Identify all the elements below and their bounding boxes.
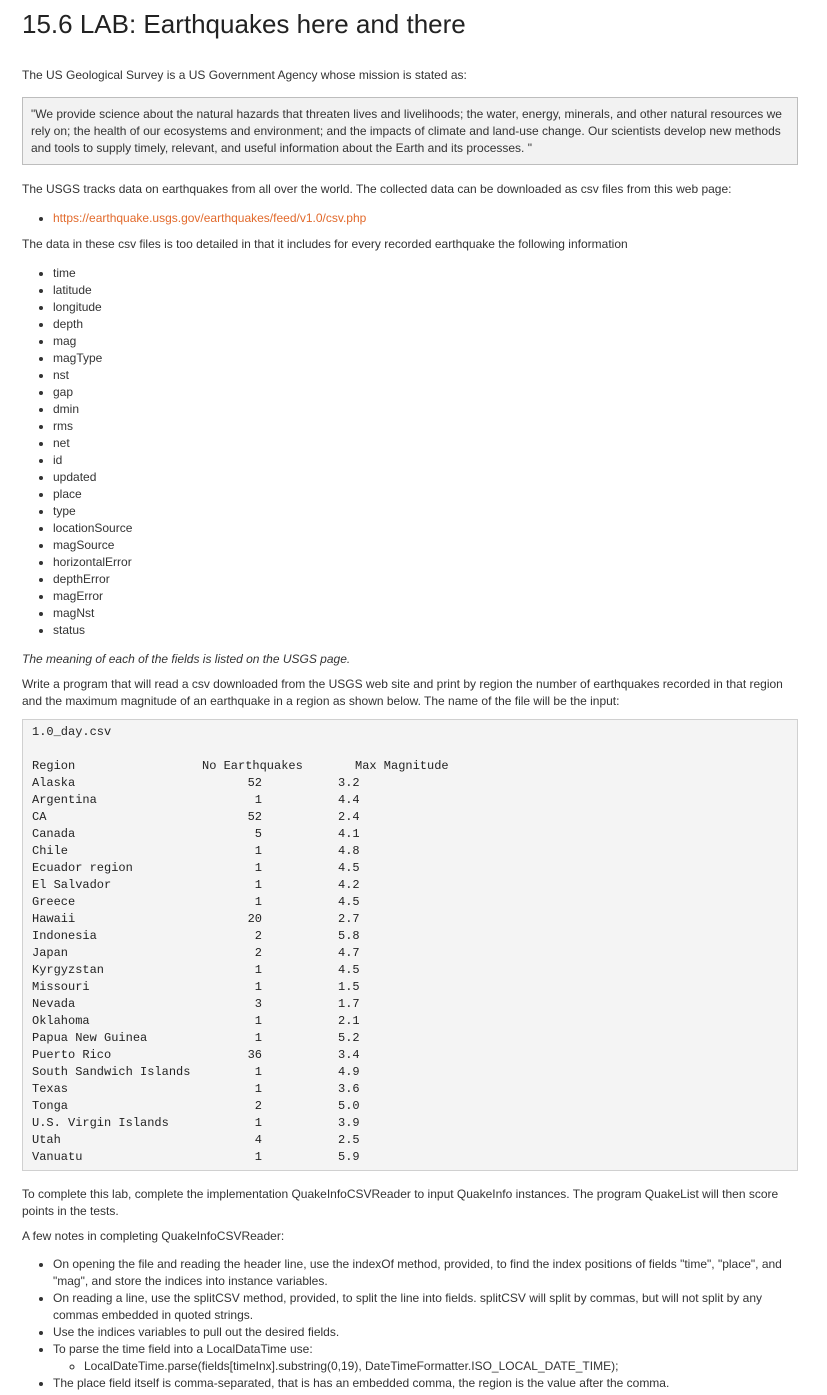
write-text: Write a program that will read a csv downloaded from the USGS web site and print by region the number of earthquakes recorded in that region and the maximum magnitude of an earthquake in a region as shown below. The name of the file will be the input: [22, 677, 783, 708]
count-cell: 1 [254, 963, 262, 977]
output-row [32, 1047, 789, 1064]
count-cell: 1 [254, 1014, 262, 1028]
output-row [32, 1013, 789, 1030]
fields-list [22, 265, 798, 639]
output-row [32, 1064, 789, 1081]
spacer [262, 1013, 338, 1030]
spacer [262, 945, 338, 962]
output-row [32, 979, 789, 996]
spacer [262, 792, 338, 809]
spacer [262, 826, 338, 843]
page-title: 15.6 LAB: Earthquakes here and there [22, 9, 466, 39]
detail-text: The data in these csv files is too detailed in that it includes for every recorded earthquake the following information [22, 237, 628, 251]
output-row [32, 792, 789, 809]
count-cell: 3 [254, 997, 262, 1011]
mag-cell: 3.6 [338, 1082, 360, 1096]
region-cell: Utah [32, 1133, 61, 1147]
output-row [32, 826, 789, 843]
count-cell: 1 [254, 1031, 262, 1045]
spacer [262, 1149, 338, 1166]
spacer [262, 1030, 338, 1047]
mag-cell: 2.5 [338, 1133, 360, 1147]
field-item: • longitude [53, 299, 798, 316]
spacer [262, 809, 338, 826]
notes-list [22, 1256, 798, 1392]
region-cell: Japan [32, 946, 69, 960]
blank-line [32, 741, 789, 758]
count-cell: 2 [254, 1099, 262, 1113]
field-item: • time [53, 265, 798, 282]
notes-intro: A few notes in completing QuakeInfoCSVReader: [22, 1229, 285, 1243]
field-item: • magError [53, 588, 798, 605]
mag-cell: 4.8 [338, 844, 360, 858]
region-cell: CA [32, 810, 47, 824]
region-cell: Puerto Rico [32, 1048, 112, 1062]
output-row [32, 843, 789, 860]
field-item: • magType [53, 350, 798, 367]
output-row [32, 1115, 789, 1132]
output-row [32, 996, 789, 1013]
count-cell: 1 [254, 1150, 262, 1164]
count-cell: 2 [254, 946, 262, 960]
count-cell: 1 [254, 793, 262, 807]
region-cell: El Salvador [32, 878, 112, 892]
output-row [32, 894, 789, 911]
count-cell: 1 [254, 1116, 262, 1130]
meaning-text: The meaning of each of the fields is listed on the USGS page. [22, 652, 351, 666]
spacer [262, 860, 338, 877]
spacer [262, 1047, 338, 1064]
sub-note-list [53, 1358, 798, 1375]
count-cell: 1 [254, 980, 262, 994]
count-cell: 20 [247, 912, 262, 926]
note-item: • Use the indices variables to pull out the desired fields. [53, 1324, 798, 1341]
mag-cell: 3.9 [338, 1116, 360, 1130]
spacer [262, 775, 338, 792]
header-mag: Max Magnitude [355, 759, 449, 773]
spacer [262, 1098, 338, 1115]
mag-cell: 2.4 [338, 810, 360, 824]
region-cell: Nevada [32, 997, 76, 1011]
mag-cell: 4.5 [338, 861, 360, 875]
spacer [262, 962, 338, 979]
output-rows [32, 775, 789, 1166]
note-item: • On reading a line, use the splitCSV method, provided, to split the line into fields. splitCSV will split by commas, but will not split by any commas embedded in quoted strings. [53, 1290, 798, 1324]
output-row [32, 945, 789, 962]
region-cell: U.S. Virgin Islands [32, 1116, 169, 1130]
note-text: To parse the time field into a LocalDataTime use: [53, 1342, 313, 1356]
header-region: Region [32, 759, 76, 773]
spacer [262, 1064, 338, 1081]
count-cell: 1 [254, 1082, 262, 1096]
field-item: • status [53, 622, 798, 639]
spacer [262, 911, 338, 928]
field-item: • place [53, 486, 798, 503]
mag-cell: 3.2 [338, 776, 360, 790]
region-cell: Indonesia [32, 929, 97, 943]
field-item: • dmin [53, 401, 798, 418]
count-cell: 1 [254, 861, 262, 875]
usgs-csv-link[interactable]: https://earthquake.usgs.gov/earthquakes/feed/v1.0/csv.php [53, 211, 367, 225]
complete-text: To complete this lab, complete the implementation QuakeInfoCSVReader to input QuakeInfo instances. The program QuakeList will then score points in the tests. [22, 1187, 779, 1218]
note-item: • On opening the file and reading the header line, use the indexOf method, provided, to find the index positions of fields "time", "place", and "mag", and store the indices into instance variables. [53, 1256, 798, 1290]
region-cell: Texas [32, 1082, 69, 1096]
spacer [262, 928, 338, 945]
mag-cell: 5.0 [338, 1099, 360, 1113]
field-item: • magSource [53, 537, 798, 554]
region-cell: Greece [32, 895, 76, 909]
spacer [262, 996, 338, 1013]
count-cell: 52 [247, 776, 262, 790]
region-cell: Argentina [32, 793, 97, 807]
mag-cell: 5.9 [338, 1150, 360, 1164]
field-item: • net [53, 435, 798, 452]
sub-note-item: ◦ LocalDateTime.parse(fields[timeInx].substring(0,19), DateTimeFormatter.ISO_LOCAL_DATE_TIME); [84, 1358, 798, 1375]
spacer [262, 979, 338, 996]
spacer [262, 843, 338, 860]
region-cell: Alaska [32, 776, 76, 790]
count-cell: 52 [247, 810, 262, 824]
count-cell: 1 [254, 1065, 262, 1079]
example-output [22, 719, 798, 1171]
field-item: • gap [53, 384, 798, 401]
mission-quote: "We provide science about the natural hazards that threaten lives and livelihoods; the water, energy, minerals, and other natural resources we rely on; the health of our ecosystems and environment; and the impacts of climate and land-use change. Our scientists develop new methods and tools to supply timely, relevant, and useful information about the Earth and its processes. " [22, 97, 798, 165]
count-cell: 4 [254, 1133, 262, 1147]
note-item: • The place field itself is comma-separated, that is has an embedded comma, the region is the value after the comma. [53, 1375, 798, 1392]
region-cell: Tonga [32, 1099, 69, 1113]
field-item: • rms [53, 418, 798, 435]
field-item: • updated [53, 469, 798, 486]
region-cell: Kyrgyzstan [32, 963, 105, 977]
mag-cell: 4.5 [338, 895, 360, 909]
region-cell: Chile [32, 844, 69, 858]
field-item: • mag [53, 333, 798, 350]
note-item [53, 1341, 798, 1375]
field-item: • horizontalError [53, 554, 798, 571]
input-filename: 1.0_day.csv [32, 725, 112, 739]
output-row [32, 928, 789, 945]
output-row [32, 962, 789, 979]
region-cell: Papua New Guinea [32, 1031, 148, 1045]
mag-cell: 4.1 [338, 827, 360, 841]
field-item: • type [53, 503, 798, 520]
mag-cell: 5.2 [338, 1031, 360, 1045]
header-count: No Earthquakes [202, 759, 303, 773]
mag-cell: 2.7 [338, 912, 360, 926]
mag-cell: 1.5 [338, 980, 360, 994]
count-cell: 1 [254, 844, 262, 858]
field-item: • locationSource [53, 520, 798, 537]
output-row [32, 1030, 789, 1047]
link-list [22, 210, 798, 227]
mag-cell: 4.2 [338, 878, 360, 892]
output-row [32, 1081, 789, 1098]
region-cell: South Sandwich Islands [32, 1065, 191, 1079]
output-row [32, 860, 789, 877]
region-cell: Ecuador region [32, 861, 133, 875]
mag-cell: 2.1 [338, 1014, 360, 1028]
field-item: • depthError [53, 571, 798, 588]
intro-text: The US Geological Survey is a US Government Agency whose mission is stated as: [22, 68, 467, 82]
region-cell: Missouri [32, 980, 90, 994]
output-row [32, 911, 789, 928]
spacer [262, 877, 338, 894]
mag-cell: 5.8 [338, 929, 360, 943]
mag-cell: 4.7 [338, 946, 360, 960]
output-row [32, 809, 789, 826]
mag-cell: 4.5 [338, 963, 360, 977]
region-cell: Hawaii [32, 912, 76, 926]
output-row [32, 1149, 789, 1166]
output-row [32, 877, 789, 894]
output-row [32, 1098, 789, 1115]
field-item: • nst [53, 367, 798, 384]
field-item: • latitude [53, 282, 798, 299]
spacer [262, 1132, 338, 1149]
mag-cell: 4.4 [338, 793, 360, 807]
count-cell: 2 [254, 929, 262, 943]
output-header [32, 758, 789, 775]
mag-cell: 1.7 [338, 997, 360, 1011]
spacer [262, 1115, 338, 1132]
count-cell: 1 [254, 878, 262, 892]
count-cell: 36 [247, 1048, 262, 1062]
mag-cell: 3.4 [338, 1048, 360, 1062]
spacer [262, 894, 338, 911]
tracks-text: The USGS tracks data on earthquakes from all over the world. The collected data can be downloaded as csv files from this web page: [22, 182, 732, 196]
output-row [32, 1132, 789, 1149]
mag-cell: 4.9 [338, 1065, 360, 1079]
link-item [53, 210, 798, 227]
count-cell: 1 [254, 895, 262, 909]
field-item: • depth [53, 316, 798, 333]
region-cell: Vanuatu [32, 1150, 83, 1164]
field-item: • magNst [53, 605, 798, 622]
field-item: • id [53, 452, 798, 469]
output-row [32, 775, 789, 792]
region-cell: Canada [32, 827, 76, 841]
count-cell: 5 [254, 827, 262, 841]
spacer [262, 1081, 338, 1098]
region-cell: Oklahoma [32, 1014, 90, 1028]
